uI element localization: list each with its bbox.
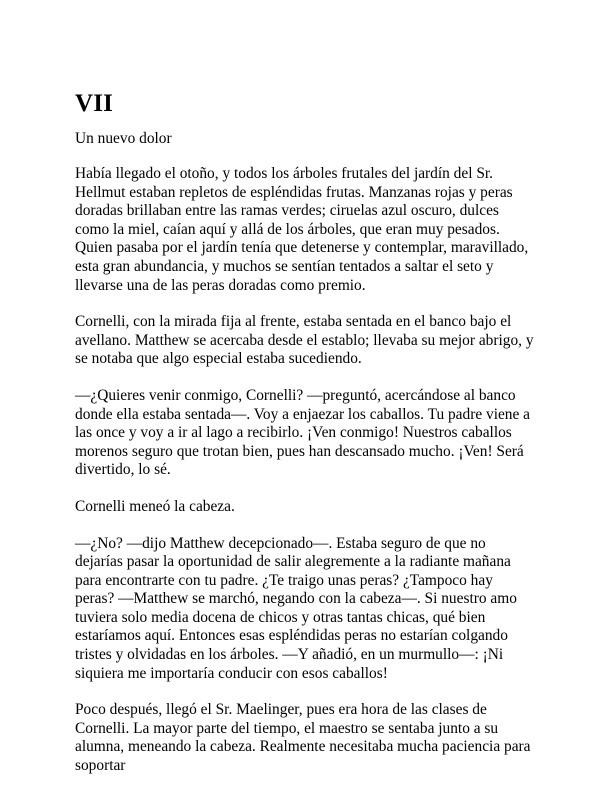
paragraph-4: Cornelli meneó la cabeza. — [75, 497, 235, 515]
paragraph-2: Cornelli, con la mirada fija al frente, estaba sentada en el banco bajo el avellano. Matthew se acercaba desde el establo; llevaba su mejor abrigo, y se notaba que algo especial estaba sucediendo. — [75, 313, 534, 368]
paragraph-5: —¿No? —dijo Matthew decepcionado—. Estaba seguro de que no dejarías pasar la oportunidad de salir alegremente a la radiante mañana para encontrarte con tu padre. ¿Te traigo unas peras? ¿Tampoco hay peras? —Matthew se marchó, negando con la cabeza—. Si nuestro amo tuviera solo media docena de chicos y otras tantas chicas, qué bien estaríamos aquí. Entonces esas espléndidas peras no estarían colgando tristes y olvidadas en los árboles. —Y añadió, en un murmullo—: ¡Ni siquiera me importaría conducir con esos caballos! — [75, 534, 517, 682]
paragraph-6: Poco después, llegó el Sr. Maelinger, pues era hora de las clases de Cornelli. La mayor parte del tiempo, el maestro se sentaba junto a su alumna, meneando la cabeza. Realmente necesitaba mucha paciencia para soportar — [75, 701, 531, 775]
page-content — [75, 90, 535, 794]
chapter-number: VII — [75, 90, 114, 117]
paragraph-1: Había llegado el otoño, y todos los árboles frutales del jardín del Sr. Hellmut estaban repletos de espléndidas frutas. Manzanas rojas y peras doradas brillaban entre las ramas verdes; ciruelas azul oscuro, dulces como la miel, caían aquí y allá de los árboles, que eran muy pesados. Quien pasaba por el jardín tenía que detenerse y contemplar, maravillado, esta gran abundancia, y muchos se sentían tentados a saltar el seto y llevarse una de las peras doradas como premio. — [75, 165, 529, 294]
chapter-subtitle: Un nuevo dolor — [75, 130, 172, 147]
paragraph-3: —¿Quieres venir conmigo, Cornelli? —preguntó, acercándose al banco donde ella estaba sentada—. Voy a enjaezar los caballos. Tu padre viene a las once y voy a ir al lago a recibirlo. ¡Ven conmigo! Nuestros caballos morenos seguro que trotan bien, pues han descansado mucho. ¡Ven! Será divertido, lo sé. — [75, 386, 531, 479]
